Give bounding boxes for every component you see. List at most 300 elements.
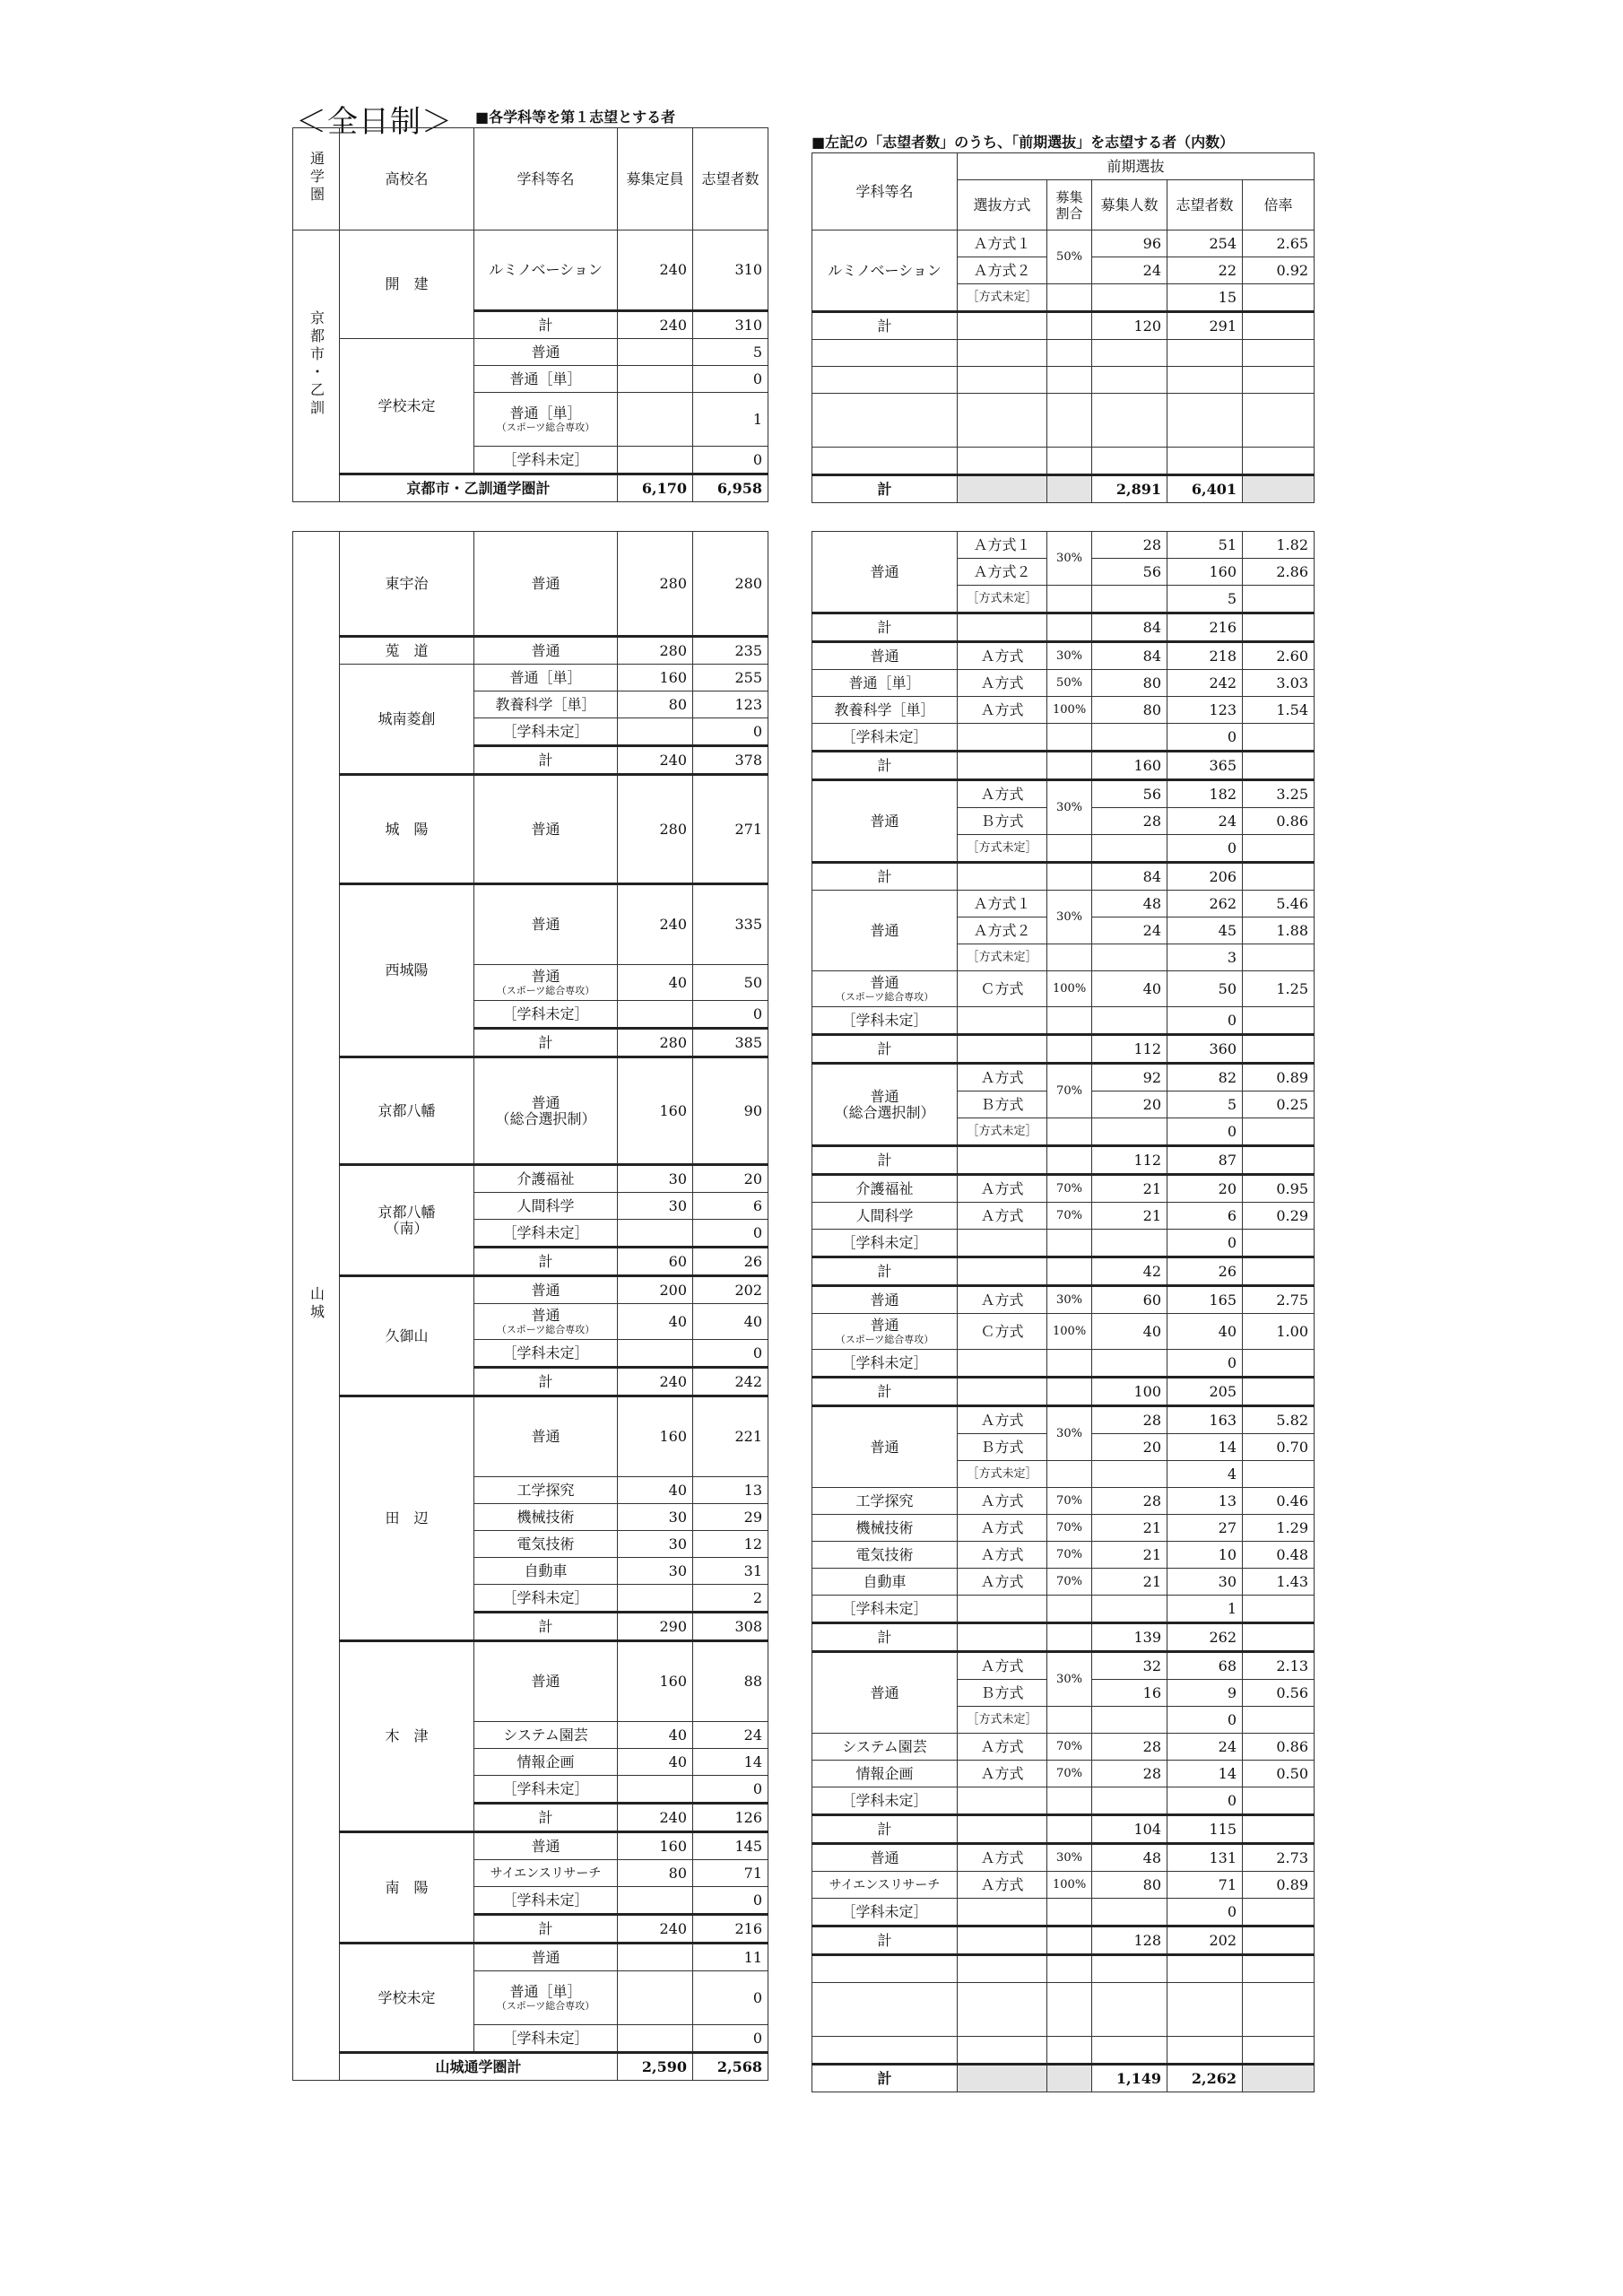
dept-cell: 情報企画 [474, 1749, 618, 1776]
header-dept: 学科等名 [812, 153, 958, 230]
recruit-cell: 20 [1092, 1434, 1167, 1461]
apps-cell: 131 [1167, 1844, 1243, 1872]
page-title: ＜全日制＞ [296, 104, 453, 140]
dept-cell: 介護福祉 [474, 1165, 618, 1193]
dept-cell: 電気技術 [474, 1531, 618, 1558]
apps-cell: 87 [1167, 1146, 1243, 1175]
left-table-yamashiro [292, 531, 768, 2081]
recruit-cell: 120 [1092, 312, 1167, 340]
recruit-cell: 40 [1092, 971, 1167, 1007]
ratio-cell: 70% [1047, 1515, 1092, 1542]
dept-cell: 人間科学 [474, 1193, 618, 1220]
recruit-cell: 112 [1092, 1146, 1167, 1175]
quota-cell: 80 [618, 1860, 693, 1887]
apps-cell: 30 [1167, 1569, 1243, 1596]
apps-cell: 29 [693, 1504, 768, 1531]
rate-cell: 1.54 [1243, 697, 1315, 724]
method-cell: Ｂ方式 [958, 808, 1047, 835]
dept-cell: 普通 [812, 1406, 958, 1488]
method-cell: Ａ方式 [958, 1652, 1047, 1680]
apps-cell: 280 [693, 532, 768, 637]
rate-cell: 0.95 [1243, 1175, 1315, 1203]
quota-cell: 160 [618, 1057, 693, 1165]
header-rate: 倍率 [1243, 180, 1315, 230]
apps-cell: 378 [693, 746, 768, 775]
rate-cell: 5.82 [1243, 1406, 1315, 1434]
apps-cell: 0 [1167, 1787, 1243, 1815]
rate-cell: 2.86 [1243, 559, 1315, 586]
dept-cell [812, 1064, 958, 1146]
recruit-cell: 80 [1092, 1872, 1167, 1899]
dept-cell: ルミノベーション [812, 230, 958, 312]
quota-cell: 240 [618, 1368, 693, 1396]
ratio-cell: 30% [1047, 1286, 1092, 1314]
rate-cell: 1.88 [1243, 918, 1315, 944]
rate-cell: 0.92 [1243, 257, 1315, 284]
ratio-cell: 70% [1047, 1203, 1092, 1230]
dept-cell: ［学科未定］ [812, 724, 958, 752]
recruit-cell: 104 [1092, 1815, 1167, 1844]
apps-cell: 182 [1167, 780, 1243, 808]
dept-cell: ［学科未定］ [812, 1899, 958, 1926]
dept-cell: 普通 [474, 1396, 618, 1477]
school-tanabe: 田 辺 [340, 1396, 474, 1641]
recruit-cell: 139 [1092, 1623, 1167, 1652]
quota-cell: 240 [618, 1804, 693, 1832]
apps-cell: 6,401 [1167, 475, 1243, 503]
method-cell: Ａ方式１ [958, 891, 1047, 918]
apps-cell: 308 [693, 1613, 768, 1641]
apps-cell: 126 [693, 1804, 768, 1832]
rate-cell: 1.29 [1243, 1515, 1315, 1542]
dept-cell: 教養科学［単］ [812, 697, 958, 724]
method-cell: Ａ方式 [958, 1203, 1047, 1230]
dept-cell: ［学科未定］ [812, 1007, 958, 1035]
method-cell: Ａ方式 [958, 642, 1047, 670]
recruit-cell: 48 [1092, 1844, 1167, 1872]
recruit-cell: 21 [1092, 1515, 1167, 1542]
total-label: 計 [812, 1257, 958, 1286]
dept-cell: ［学科未定］ [812, 1596, 958, 1623]
ratio-cell: 100% [1047, 697, 1092, 724]
method-cell: Ａ方式 [958, 1175, 1047, 1203]
rate-cell: 2.60 [1243, 642, 1315, 670]
apps-cell: 51 [1167, 532, 1243, 559]
method-cell: Ａ方式 [958, 780, 1047, 808]
header-recruit: 募集人数 [1092, 180, 1167, 230]
rate-cell: 1.43 [1243, 1569, 1315, 1596]
school-kumiyama: 久御山 [340, 1276, 474, 1396]
apps-cell: 27 [1167, 1515, 1243, 1542]
ratio-cell: 70% [1047, 1542, 1092, 1569]
method-cell: ［方式未定］ [958, 1707, 1047, 1734]
quota-cell: 30 [618, 1165, 693, 1193]
quota-cell: 290 [618, 1613, 693, 1641]
total-label: 計 [812, 312, 958, 340]
rate-cell: 0.29 [1243, 1203, 1315, 1230]
recruit-cell: 128 [1092, 1926, 1167, 1955]
quota-cell: 200 [618, 1276, 693, 1304]
recruit-cell: 96 [1092, 230, 1167, 257]
rate-cell: 2.65 [1243, 230, 1315, 257]
apps-cell: 0 [693, 1887, 768, 1915]
recruit-cell: 2,891 [1092, 475, 1167, 503]
method-cell: Ａ方式 [958, 1569, 1047, 1596]
area-yamashiro: 山城 [308, 1286, 325, 1322]
apps-cell: 335 [693, 884, 768, 965]
ratio-cell: 30% [1047, 1652, 1092, 1707]
apps-cell: 202 [1167, 1926, 1243, 1955]
dept-cell: 人間科学 [812, 1203, 958, 1230]
total-label: 計 [812, 1926, 958, 1955]
header-school: 高校名 [340, 128, 474, 230]
dept-cell: 自動車 [474, 1558, 618, 1585]
apps-cell: 40 [693, 1304, 768, 1340]
apps-cell: 206 [1167, 863, 1243, 891]
apps-cell: 31 [693, 1558, 768, 1585]
school-kaiken: 開 建 [340, 230, 474, 339]
school-undecided: 学校未定 [340, 339, 474, 474]
method-cell: Ａ方式２ [958, 559, 1047, 586]
rate-cell: 0.25 [1243, 1091, 1315, 1118]
dept-cell: ［学科未定］ [812, 1787, 958, 1815]
apps-cell: 68 [1167, 1652, 1243, 1680]
dept-cell: 電気技術 [812, 1542, 958, 1569]
apps-cell: 6 [693, 1193, 768, 1220]
quota-cell: 80 [618, 691, 693, 718]
apps-cell: 12 [693, 1531, 768, 1558]
apps-cell: 0 [1167, 1230, 1243, 1257]
dept-text: 普通 [870, 1317, 899, 1334]
dept-cell: サイエンスリサーチ [474, 1860, 618, 1887]
apps-cell: 88 [693, 1641, 768, 1722]
ratio-cell: 70% [1047, 1734, 1092, 1761]
rate-cell: 2.13 [1243, 1652, 1315, 1680]
dept-cell [474, 1057, 618, 1165]
apps-cell: 13 [1167, 1488, 1243, 1515]
rate-cell: 3.25 [1243, 780, 1315, 808]
method-cell: Ａ方式１ [958, 230, 1047, 257]
recruit-cell: 84 [1092, 613, 1167, 642]
apps-cell: 0 [693, 1340, 768, 1368]
recruit-cell: 20 [1092, 1091, 1167, 1118]
dept-cell: 普通 [474, 339, 618, 366]
header-quota: 募集定員 [618, 128, 693, 230]
method-cell: Ｂ方式 [958, 1680, 1047, 1707]
dept-sub: （スポーツ総合専攻） [835, 1334, 934, 1345]
method-cell: ［方式未定］ [958, 586, 1047, 613]
ratio-cell: 50% [1047, 670, 1092, 697]
apps-cell: 15 [1167, 284, 1243, 312]
apps-cell: 3 [1167, 944, 1243, 971]
dept-cell: ［学科未定］ [812, 1350, 958, 1378]
rate-cell: 0.86 [1243, 808, 1315, 835]
recruit-cell: 92 [1092, 1064, 1167, 1091]
dept-cell: 機械技術 [812, 1515, 958, 1542]
rate-cell: 1.82 [1243, 532, 1315, 559]
dept-cell: 普通［単］ [474, 665, 618, 691]
apps-cell: 6,958 [693, 474, 768, 502]
apps-cell: 115 [1167, 1815, 1243, 1844]
apps-cell: 2,262 [1167, 2065, 1243, 2092]
school-joyo: 城 陽 [340, 775, 474, 884]
grand-label: 計 [812, 2065, 958, 2092]
apps-cell: 221 [693, 1396, 768, 1477]
quota-cell: 160 [618, 1832, 693, 1860]
apps-cell: 205 [1167, 1378, 1243, 1406]
dept-text: 普通 [870, 974, 899, 991]
apps-cell: 10 [1167, 1542, 1243, 1569]
recruit-cell: 84 [1092, 863, 1167, 891]
dept-sub: （スポーツ総合専攻） [496, 1324, 595, 1335]
apps-cell: 0 [693, 1001, 768, 1029]
dept-cell: 普通 [812, 1286, 958, 1314]
dept-text: 普通 [531, 1093, 560, 1111]
apps-cell: 365 [1167, 752, 1243, 780]
apps-cell: 1 [1167, 1596, 1243, 1623]
apps-cell: 0 [693, 1220, 768, 1248]
apps-cell: 45 [1167, 918, 1243, 944]
total-label: 計 [812, 613, 958, 642]
dept-cell: 普通 [474, 1276, 618, 1304]
dept-text: 普通 [870, 1087, 899, 1105]
apps-cell: 310 [693, 230, 768, 311]
apps-cell: 2 [693, 1585, 768, 1613]
apps-cell: 0 [693, 366, 768, 393]
apps-cell: 6 [1167, 1203, 1243, 1230]
dept-cell [474, 965, 618, 1001]
recruit-cell: 21 [1092, 1569, 1167, 1596]
apps-cell: 0 [1167, 1350, 1243, 1378]
apps-cell: 145 [693, 1832, 768, 1860]
apps-cell: 24 [1167, 1734, 1243, 1761]
apps-cell: 216 [1167, 613, 1243, 642]
dept-cell: 普通 [474, 637, 618, 665]
apps-cell: 2,568 [693, 2053, 768, 2081]
header-applicants: 志望者数 [1167, 180, 1243, 230]
apps-cell: 202 [693, 1276, 768, 1304]
dept-cell: 普通 [812, 532, 958, 613]
recruit-cell: 28 [1092, 532, 1167, 559]
right-table-kyoto [812, 152, 1315, 503]
quota-cell: 60 [618, 1248, 693, 1276]
rate-cell: 2.73 [1243, 1844, 1315, 1872]
method-cell: Ａ方式１ [958, 532, 1047, 559]
ratio-cell: 30% [1047, 532, 1092, 586]
dept-text: 普通 [531, 968, 560, 985]
ratio-cell: 30% [1047, 1406, 1092, 1461]
dept-cell: ［学科未定］ [474, 1220, 618, 1248]
area-kyoto: 京都市・乙訓 [308, 310, 325, 418]
method-cell: Ｂ方式 [958, 1091, 1047, 1118]
quota-cell: 40 [618, 965, 693, 1001]
dept-cell: システム園芸 [474, 1722, 618, 1749]
rate-cell: 0.48 [1243, 1542, 1315, 1569]
apps-cell: 14 [1167, 1761, 1243, 1787]
total-label: 計 [812, 752, 958, 780]
quota-cell: 280 [618, 637, 693, 665]
quota-cell: 40 [618, 1304, 693, 1340]
ratio-cell: 70% [1047, 1064, 1092, 1118]
dept-cell: ［学科未定］ [474, 1340, 618, 1368]
left-table-kyoto [292, 127, 768, 502]
dept-cell: ［学科未定］ [812, 1230, 958, 1257]
apps-cell: 0 [693, 1971, 768, 2025]
dept-cell: 普通 [812, 891, 958, 971]
ratio-cell: 70% [1047, 1761, 1092, 1787]
total-label: 計 [474, 1613, 618, 1641]
total-label: 計 [474, 311, 618, 339]
recruit-cell: 28 [1092, 1734, 1167, 1761]
ratio-cell: 30% [1047, 1844, 1092, 1872]
grand-label: 京都市・乙訓通学圏計 [340, 474, 618, 502]
apps-cell: 0 [1167, 724, 1243, 752]
header-area: 通学圏 [308, 150, 325, 204]
ratio-cell: 50% [1047, 230, 1092, 284]
recruit-cell: 21 [1092, 1542, 1167, 1569]
apps-cell: 5 [1167, 1091, 1243, 1118]
school-yawata: 京都八幡 [340, 1057, 474, 1165]
method-cell: Ａ方式２ [958, 257, 1047, 284]
right-caption: ■左記の「志望者数」のうち、「前期選抜」を志望する者（内数） [812, 134, 1235, 151]
header-ratio: 募集割合 [1047, 180, 1092, 230]
quota-cell: 6,170 [618, 474, 693, 502]
total-label: 計 [474, 1804, 618, 1832]
dept-cell: 工学探究 [812, 1488, 958, 1515]
ratio-cell: 30% [1047, 891, 1092, 944]
apps-cell: 9 [1167, 1680, 1243, 1707]
dept-sub: （スポーツ総合専攻） [496, 422, 595, 433]
recruit-cell: 40 [1092, 1314, 1167, 1350]
dept-text: 普通［単］ [509, 1983, 582, 2000]
dept-text: 普通［単］ [509, 404, 582, 422]
recruit-cell: 42 [1092, 1257, 1167, 1286]
ratio-cell: 30% [1047, 780, 1092, 835]
dept-text: 普通 [531, 1307, 560, 1324]
rate-cell: 0.89 [1243, 1064, 1315, 1091]
dept-cell: 普通 [474, 1641, 618, 1722]
apps-cell: 82 [1167, 1064, 1243, 1091]
apps-cell: 11 [693, 1944, 768, 1971]
apps-cell: 0 [1167, 1899, 1243, 1926]
apps-cell: 385 [693, 1029, 768, 1057]
school-sub: （南） [385, 1219, 429, 1237]
recruit-cell: 24 [1092, 257, 1167, 284]
recruit-cell: 28 [1092, 1761, 1167, 1787]
rate-cell: 3.03 [1243, 670, 1315, 697]
ratio-cell: 100% [1047, 971, 1092, 1007]
ratio-cell: 100% [1047, 1314, 1092, 1350]
dept-cell: 機械技術 [474, 1504, 618, 1531]
school-yawata-south [340, 1165, 474, 1276]
rate-cell: 0.89 [1243, 1872, 1315, 1899]
dept-cell: ［学科未定］ [474, 2025, 618, 2053]
apps-cell: 0 [1167, 835, 1243, 863]
quota-cell: 30 [618, 1558, 693, 1585]
quota-cell: 240 [618, 311, 693, 339]
header-applicants: 志望者数 [693, 128, 768, 230]
rate-cell: 2.75 [1243, 1286, 1315, 1314]
method-cell: Ａ方式２ [958, 918, 1047, 944]
method-cell: Ａ方式 [958, 1872, 1047, 1899]
header-dept: 学科等名 [474, 128, 618, 230]
recruit-cell: 16 [1092, 1680, 1167, 1707]
total-label: 計 [474, 1368, 618, 1396]
apps-cell: 4 [1167, 1461, 1243, 1488]
rate-cell: 0.46 [1243, 1488, 1315, 1515]
method-cell: Ｂ方式 [958, 1434, 1047, 1461]
header-method: 選抜方式 [958, 180, 1047, 230]
apps-cell: 0 [1167, 1707, 1243, 1734]
ratio-cell: 70% [1047, 1488, 1092, 1515]
method-cell: Ａ方式 [958, 1515, 1047, 1542]
apps-cell: 291 [1167, 312, 1243, 340]
rate-cell: 0.86 [1243, 1734, 1315, 1761]
school-jonan: 城南菱創 [340, 665, 474, 775]
dept-cell: ［学科未定］ [474, 1887, 618, 1915]
dept-cell: システム園芸 [812, 1734, 958, 1761]
method-cell: Ａ方式 [958, 1064, 1047, 1091]
method-cell: Ａ方式 [958, 1734, 1047, 1761]
recruit-cell: 100 [1092, 1378, 1167, 1406]
apps-cell: 26 [1167, 1257, 1243, 1286]
apps-cell: 50 [693, 965, 768, 1001]
dept-cell: 普通 [474, 1944, 618, 1971]
school-kizu: 木 津 [340, 1641, 474, 1832]
dept-cell: 普通 [812, 642, 958, 670]
dept-cell: ［学科未定］ [474, 1776, 618, 1804]
rate-cell: 1.00 [1243, 1314, 1315, 1350]
apps-cell: 271 [693, 775, 768, 884]
apps-cell: 20 [693, 1165, 768, 1193]
school-text: 京都八幡 [378, 1203, 436, 1221]
quota-cell: 30 [618, 1531, 693, 1558]
recruit-cell: 84 [1092, 642, 1167, 670]
dept-cell: ［学科未定］ [474, 718, 618, 746]
method-cell: Ａ方式 [958, 1488, 1047, 1515]
apps-cell: 255 [693, 665, 768, 691]
recruit-cell: 80 [1092, 670, 1167, 697]
dept-cell: 普通 [812, 1652, 958, 1734]
apps-cell: 216 [693, 1915, 768, 1944]
recruit-cell: 21 [1092, 1203, 1167, 1230]
quota-cell: 240 [618, 884, 693, 965]
apps-cell: 242 [693, 1368, 768, 1396]
apps-cell: 71 [693, 1860, 768, 1887]
recruit-cell: 1,149 [1092, 2065, 1167, 2092]
quota-cell: 160 [618, 1396, 693, 1477]
apps-cell: 71 [1167, 1872, 1243, 1899]
dept-cell: 普通 [812, 780, 958, 863]
dept-cell: 普通 [474, 532, 618, 637]
apps-cell: 254 [1167, 230, 1243, 257]
apps-cell: 0 [693, 2025, 768, 2053]
total-label: 計 [474, 746, 618, 775]
apps-cell: 310 [693, 311, 768, 339]
rate-cell: 0.50 [1243, 1761, 1315, 1787]
dept-sub: （スポーツ総合専攻） [835, 991, 934, 1003]
total-label: 計 [474, 1248, 618, 1276]
school-nishijoyo: 西城陽 [340, 884, 474, 1057]
apps-cell: 160 [1167, 559, 1243, 586]
dept-cell: 情報企画 [812, 1761, 958, 1787]
dept-sub: （総合選択制） [834, 1103, 935, 1121]
quota-cell: 280 [618, 532, 693, 637]
method-cell: Ｃ方式 [958, 1314, 1047, 1350]
recruit-cell: 56 [1092, 559, 1167, 586]
quota-cell: 160 [618, 665, 693, 691]
dept-cell [474, 1304, 618, 1340]
